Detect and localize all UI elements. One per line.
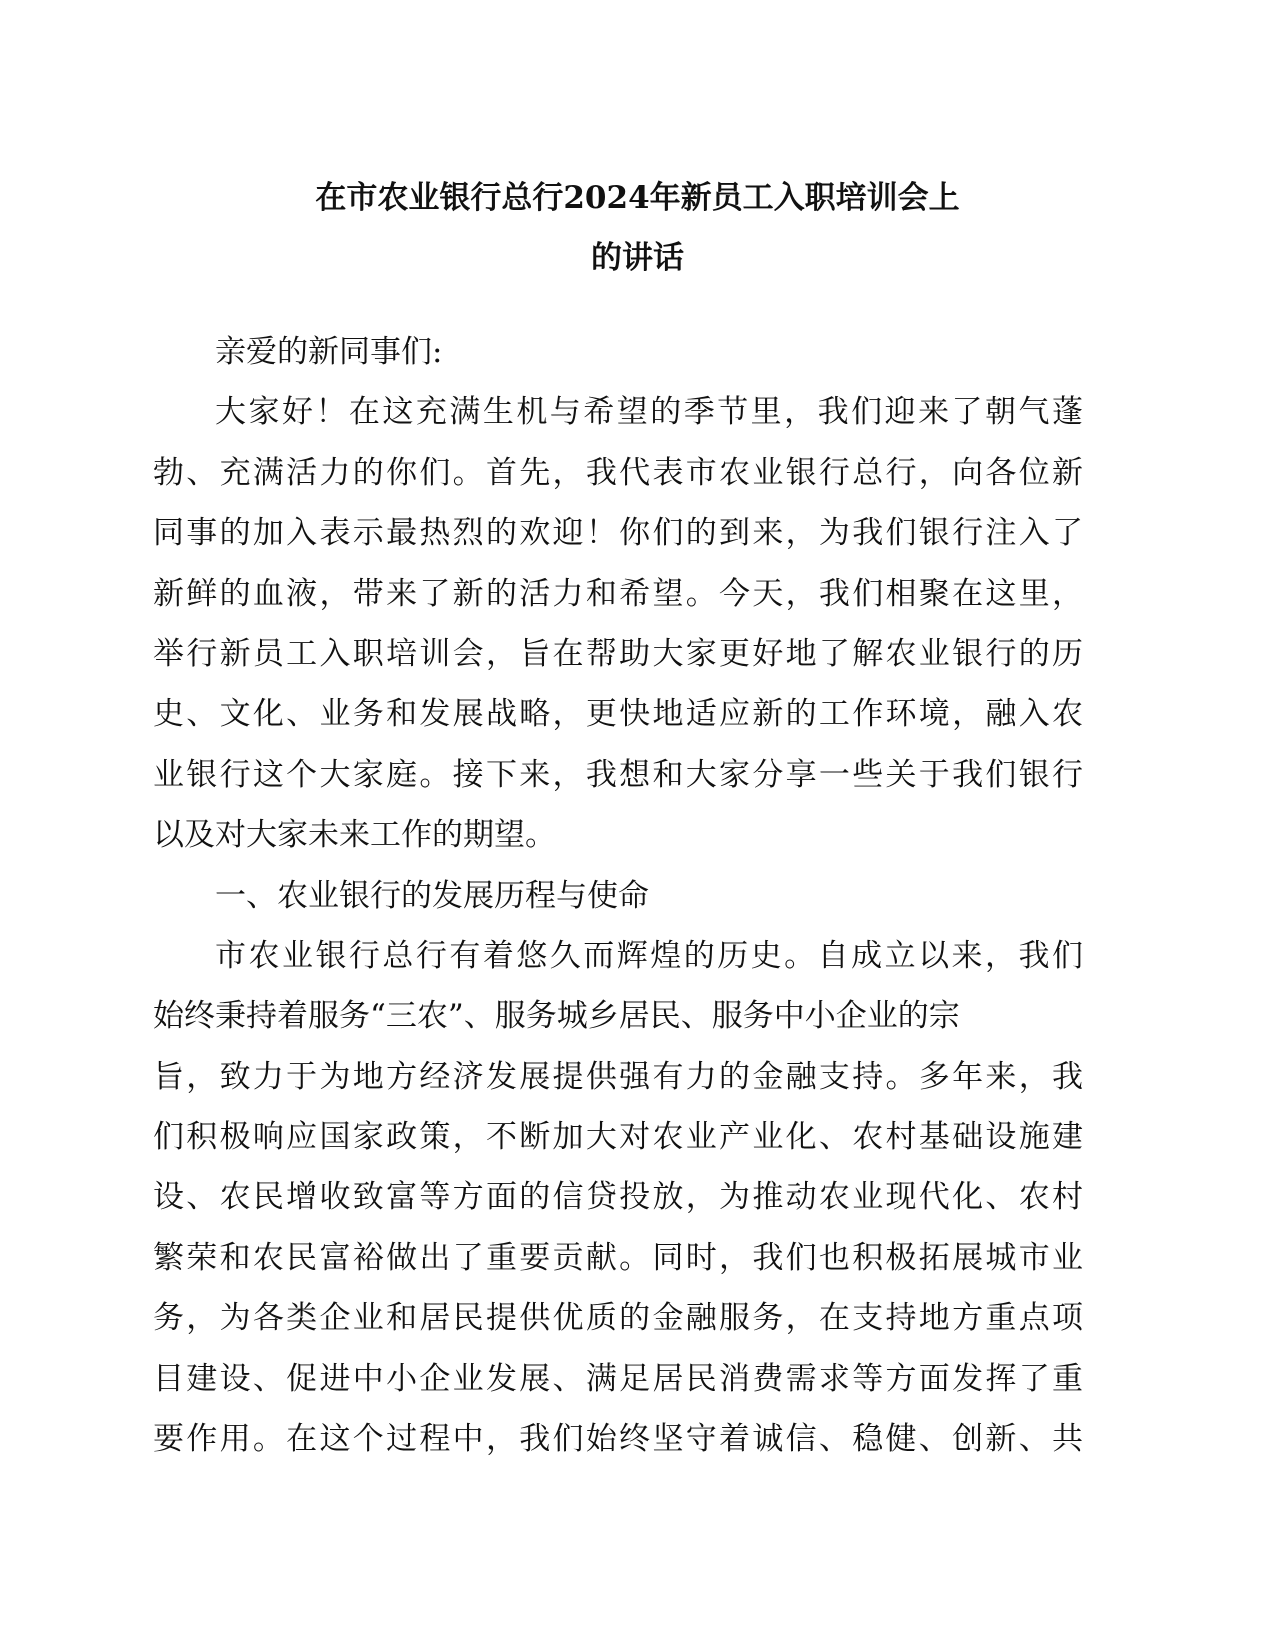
paragraph-line: 繁荣和农民富裕做出了重要贡献。同时，我们也积极拓展城市业 (153, 1239, 1083, 1276)
paragraph-line: 们积极响应国家政策，不断加大对农业产业化、农村基础设施建 (153, 1119, 1083, 1156)
paragraph-line: 史、文化、业务和发展战略，更快地适应新的工作环境，融入农 (153, 696, 1083, 733)
paragraph-line: 要作用。在这个过程中，我们始终坚守着诚信、稳健、创新、共 (153, 1421, 1083, 1458)
paragraph-line: 市农业银行总行有着悠久而辉煌的历史。自成立以来，我们 (215, 937, 1083, 974)
paragraph-line: 以及对大家未来工作的期望。 (153, 817, 556, 854)
paragraph-line: 务，为各类企业和居民提供优质的金融服务，在支持地方重点项 (153, 1300, 1083, 1337)
paragraph-line: 大家好！在这充满生机与希望的季节里，我们迎来了朝气蓬 (215, 394, 1083, 431)
paragraph-line: 勃、充满活力的你们。首先，我代表市农业银行总行，向各位新 (153, 454, 1083, 491)
document-title (140, 168, 1135, 289)
title-line-1: 在市农业银行总行2024年新员工入职培训会上 (315, 180, 960, 216)
paragraph-line: 设、农民增收致富等方面的信贷投放，为推动农业现代化、农村 (153, 1179, 1083, 1216)
paragraph-line: 同事的加入表示最热烈的欢迎！你们的到来，为我们银行注入了 (153, 515, 1083, 552)
paragraph-line: 新鲜的血液，带来了新的活力和希望。今天，我们相聚在这里， (153, 575, 1083, 612)
salutation: 亲爱的新同事们: (215, 334, 443, 370)
title-line-2: 的讲话 (591, 240, 684, 277)
paragraph-welcome (153, 382, 1083, 865)
section-heading: 一、农业银行的发展历程与使命 (215, 877, 649, 914)
paragraph-line: 始终秉持着服务“三农”、服务城乡居民、服务中小企业的宗 (153, 998, 960, 1035)
paragraph-line: 旨，致力于为地方经济发展提供强有力的金融支持。多年来，我 (153, 1058, 1083, 1095)
paragraph-line: 目建设、促进中小企业发展、满足居民消费需求等方面发挥了重 (153, 1360, 1083, 1397)
paragraph-line: 业银行这个大家庭。接下来，我想和大家分享一些关于我们银行 (153, 756, 1083, 793)
document-body (153, 322, 1083, 1469)
paragraph-line: 举行新员工入职培训会，旨在帮助大家更好地了解农业银行的历 (153, 635, 1083, 672)
paragraph-history (153, 926, 1083, 1470)
